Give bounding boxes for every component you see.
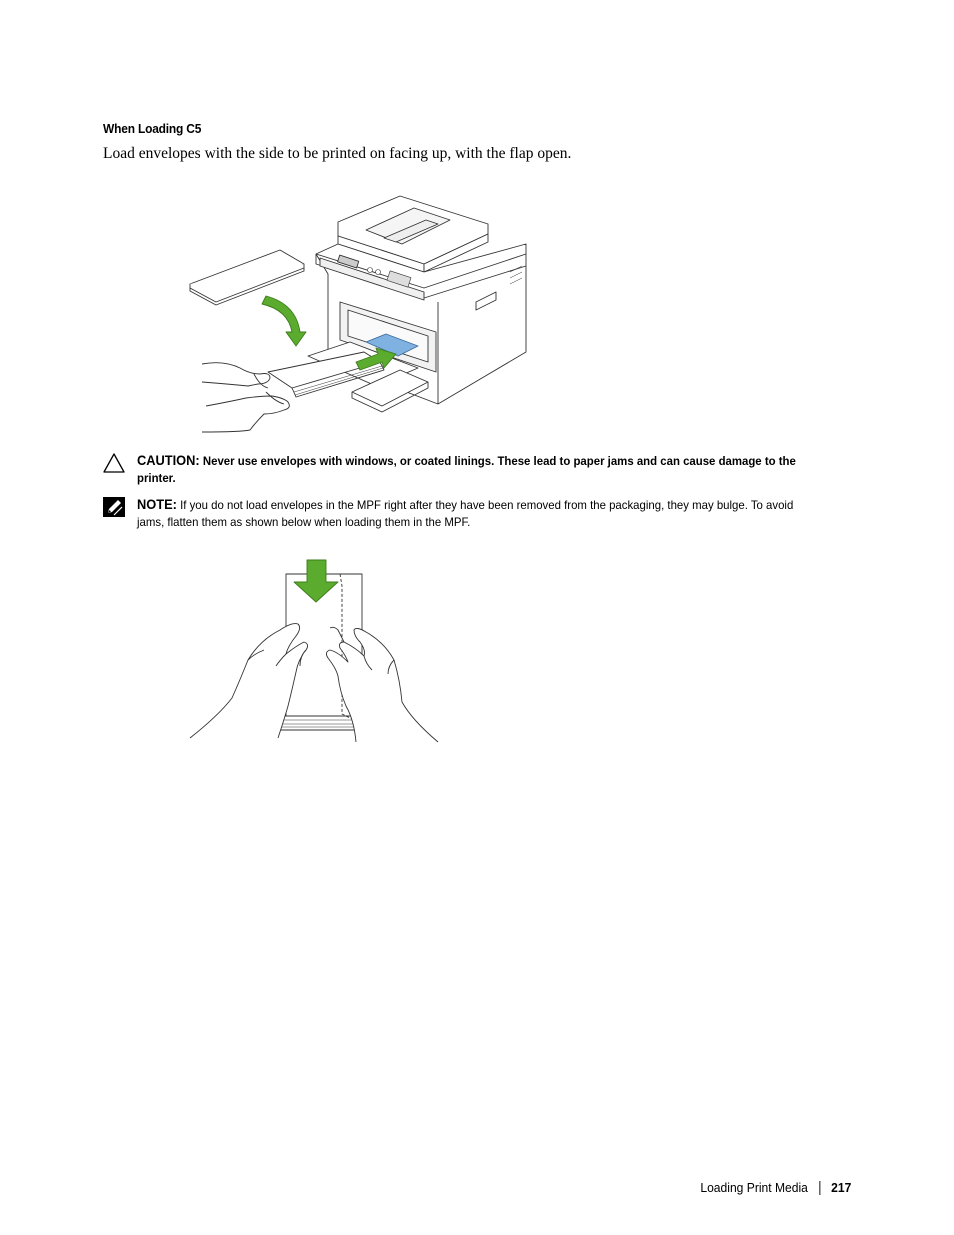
caution-triangle-icon [102, 452, 126, 474]
footer-divider [819, 1181, 820, 1195]
section-heading: When Loading C5 [103, 121, 202, 136]
page-number: 217 [830, 1180, 851, 1195]
instruction-text: Load envelopes with the side to be printed on facing up, with the flap open. [103, 145, 572, 162]
footer-section-title: Loading Print Media [700, 1180, 808, 1195]
caution-label: CAUTION: [137, 453, 200, 468]
note-label: NOTE: [137, 497, 177, 512]
page-footer [700, 1180, 851, 1195]
note-pencil-icon [102, 496, 126, 518]
caution-message: Never use envelopes with windows, or coated linings. These lead to paper jams and can cause damage to the printer. [137, 454, 796, 485]
envelope-stack-icon [190, 250, 304, 305]
note-message: If you do not load envelopes in the MPF right after they have been removed from the packaging, they may bulge. To avoid jams, flatten them as shown below when loading them in the MPF. [137, 498, 794, 529]
printer-loading-illustration [188, 192, 533, 437]
flatten-envelope-illustration [188, 556, 446, 746]
